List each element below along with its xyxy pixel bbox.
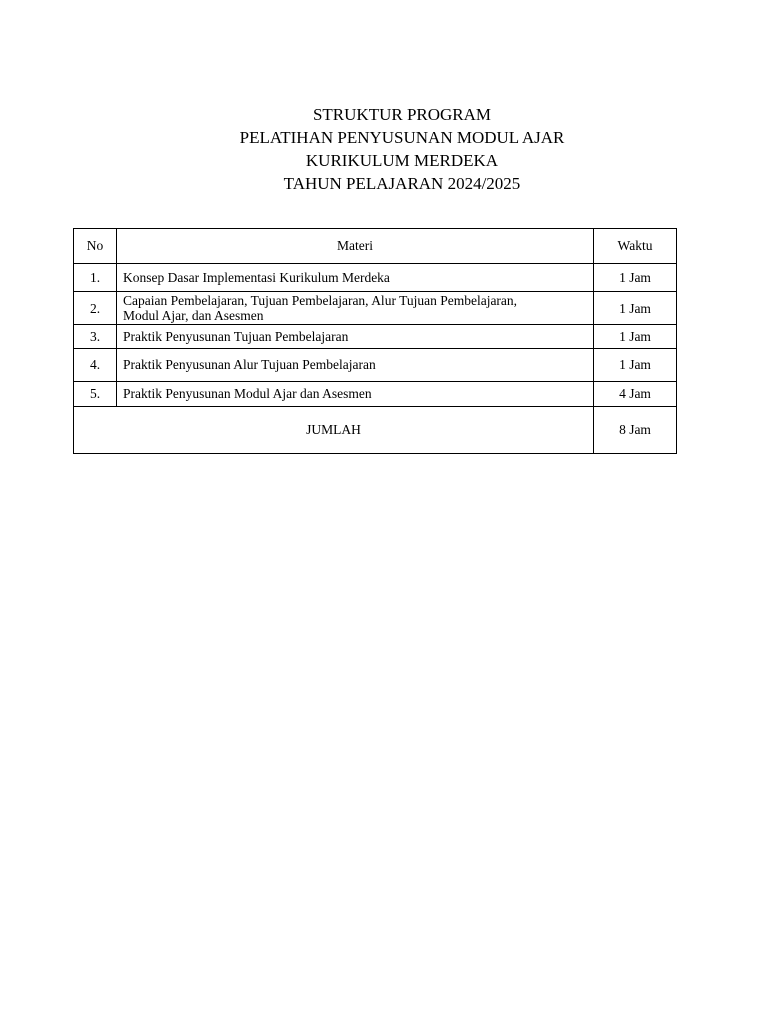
column-header-no: No <box>74 229 117 264</box>
row-number: 2. <box>74 292 117 325</box>
row-waktu: 1 Jam <box>594 349 677 382</box>
table-row <box>74 349 677 382</box>
table-row <box>74 264 677 292</box>
column-header-materi: Materi <box>117 229 594 264</box>
program-structure-table <box>73 228 677 454</box>
row-materi-line-2: Modul Ajar, dan Asesmen <box>123 308 264 323</box>
row-number: 4. <box>74 349 117 382</box>
row-materi-line-1: Capaian Pembelajaran, Tujuan Pembelajaran, Alur Tujuan Pembelajaran, <box>123 293 518 308</box>
table-row <box>74 325 677 349</box>
title-line-1: STRUKTUR PROGRAM <box>312 105 492 124</box>
total-label: JUMLAH <box>74 407 594 454</box>
table-row <box>74 382 677 407</box>
document-title <box>0 103 768 195</box>
row-materi: Praktik Penyusunan Alur Tujuan Pembelajaran <box>117 349 594 382</box>
row-waktu: 1 Jam <box>594 325 677 349</box>
table-row <box>74 292 677 325</box>
table-header-row <box>74 229 677 264</box>
row-materi: Praktik Penyusunan Tujuan Pembelajaran <box>117 325 594 349</box>
row-number: 3. <box>74 325 117 349</box>
row-materi: Konsep Dasar Implementasi Kurikulum Merdeka <box>117 264 594 292</box>
row-waktu: 1 Jam <box>594 264 677 292</box>
row-waktu: 4 Jam <box>594 382 677 407</box>
row-waktu: 1 Jam <box>594 292 677 325</box>
total-waktu: 8 Jam <box>594 407 677 454</box>
title-line-3: KURIKULUM MERDEKA <box>305 151 499 170</box>
row-number: 5. <box>74 382 117 407</box>
column-header-waktu: Waktu <box>594 229 677 264</box>
row-materi <box>117 292 594 325</box>
row-materi: Praktik Penyusunan Modul Ajar dan Asesmen <box>117 382 594 407</box>
title-line-2: PELATIHAN PENYUSUNAN MODUL AJAR <box>239 128 565 147</box>
table-total-row <box>74 407 677 454</box>
title-line-4: TAHUN PELAJARAN 2024/2025 <box>283 174 521 193</box>
row-number: 1. <box>74 264 117 292</box>
